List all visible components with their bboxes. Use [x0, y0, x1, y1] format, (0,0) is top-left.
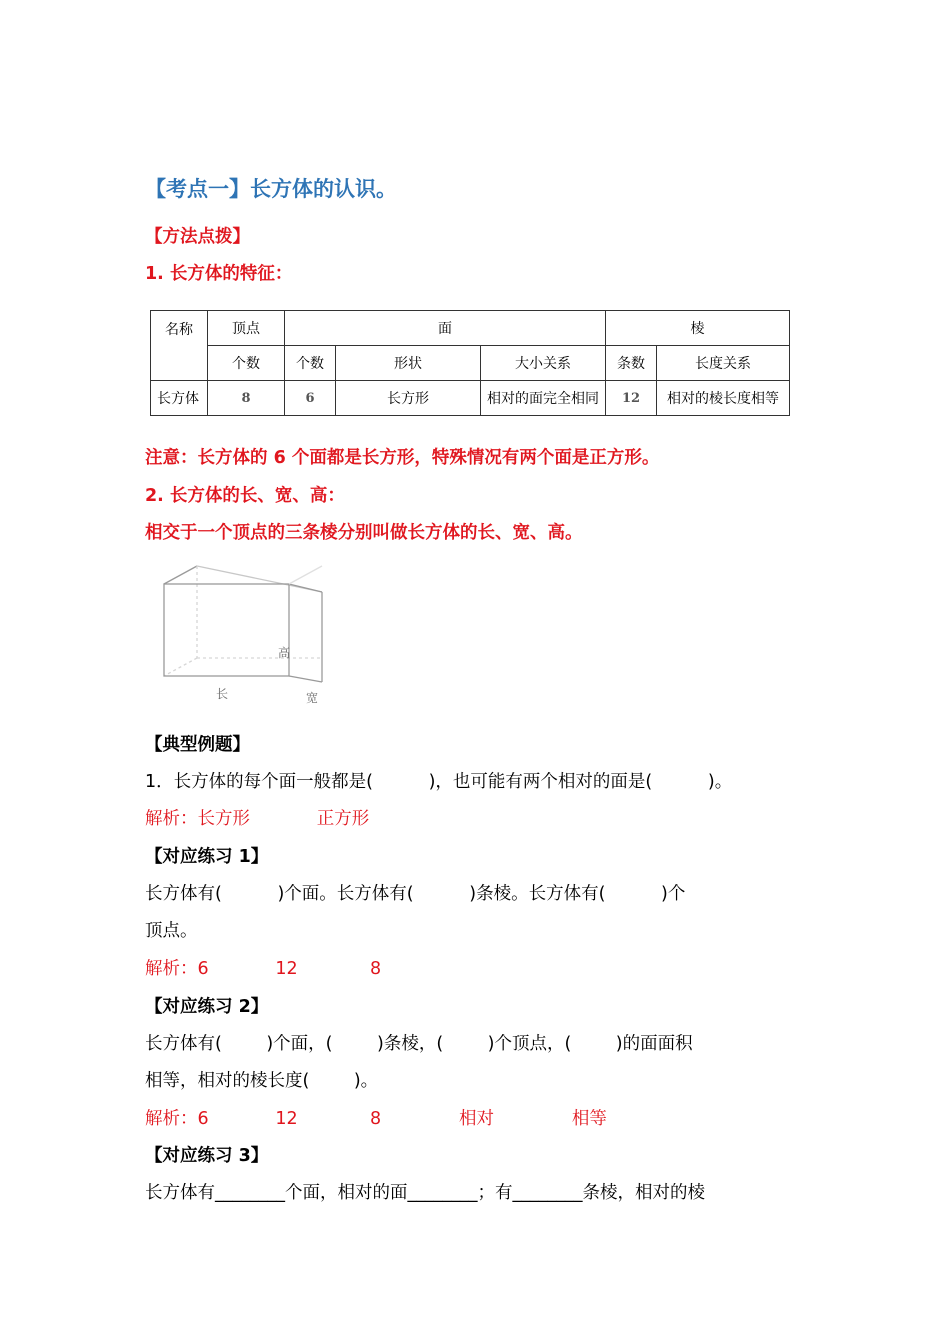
exercise3-heading: 【对应练习 3】 [145, 1146, 269, 1166]
exercise1-question-line2: 顶点。 [145, 921, 198, 941]
exercise2-heading: 【对应练习 2】 [145, 997, 269, 1017]
exercise3-question: 长方体有________个面，相对的面________；有________条棱，相对的棱 [145, 1183, 705, 1203]
note-text: 注意：长方体的 6 个面都是长方形，特殊情况有两个面是正方形。 [145, 448, 660, 468]
table-header-edge: 棱 [606, 311, 790, 346]
table-row-name: 长方体 [151, 381, 208, 416]
exercise1-heading: 【对应练习 1】 [145, 847, 269, 867]
table-header-name: 名称 [151, 311, 208, 381]
features-table [150, 310, 790, 416]
exercise2-answer: 解析：6 12 8 相对 相等 [145, 1109, 607, 1129]
method-heading: 【方法点拨】 [145, 227, 250, 247]
dims-text: 相交于一个顶点的三条棱分别叫做长方体的长、宽、高。 [145, 523, 583, 543]
example-answer: 解析：长方形 正方形 [145, 809, 370, 829]
dims-heading: 2. 长方体的长、宽、高： [145, 486, 345, 506]
table-vertex-value: 8 [208, 381, 285, 416]
exercise1-question-line1: 长方体有( )个面。长方体有( )条棱。长方体有( )个 [145, 884, 686, 904]
table-subheader-size: 大小关系 [481, 346, 606, 381]
table-length-value: 相对的棱长度相等 [657, 381, 790, 416]
exercise2-question-line2: 相等，相对的棱长度( )。 [145, 1071, 379, 1091]
figure-length-label: 长 [216, 687, 229, 701]
table-subheader-length: 长度关系 [657, 346, 790, 381]
table-subheader-shape: 形状 [336, 346, 481, 381]
example-question: 1．长方体的每个面一般都是( )，也可能有两个相对的面是( )。 [145, 772, 733, 792]
table-header-vertex: 顶点 [208, 311, 285, 346]
cuboid-figure [160, 562, 330, 707]
table-shape-value: 长方形 [336, 381, 481, 416]
section-title: 【考点一】长方体的认识。 [145, 177, 397, 201]
exercise2-question-line1: 长方体有( )个面，( )条棱，( )个顶点，( )的面面积 [145, 1034, 693, 1054]
table-subheader-face-count: 个数 [285, 346, 336, 381]
exercise1-answer: 解析：6 12 8 [145, 959, 382, 979]
table-face-value: 6 [285, 381, 336, 416]
table-subheader-vertex-count: 个数 [208, 346, 285, 381]
example-heading: 【典型例题】 [145, 735, 250, 755]
table-size-value: 相对的面完全相同 [481, 381, 606, 416]
figure-height-label: 高 [278, 646, 291, 660]
table-subheader-edge-count: 条数 [606, 346, 657, 381]
feature-heading: 1. 长方体的特征： [145, 264, 293, 284]
table-edge-value: 12 [606, 381, 657, 416]
figure-width-label: 宽 [306, 691, 319, 705]
table-header-face: 面 [285, 311, 606, 346]
